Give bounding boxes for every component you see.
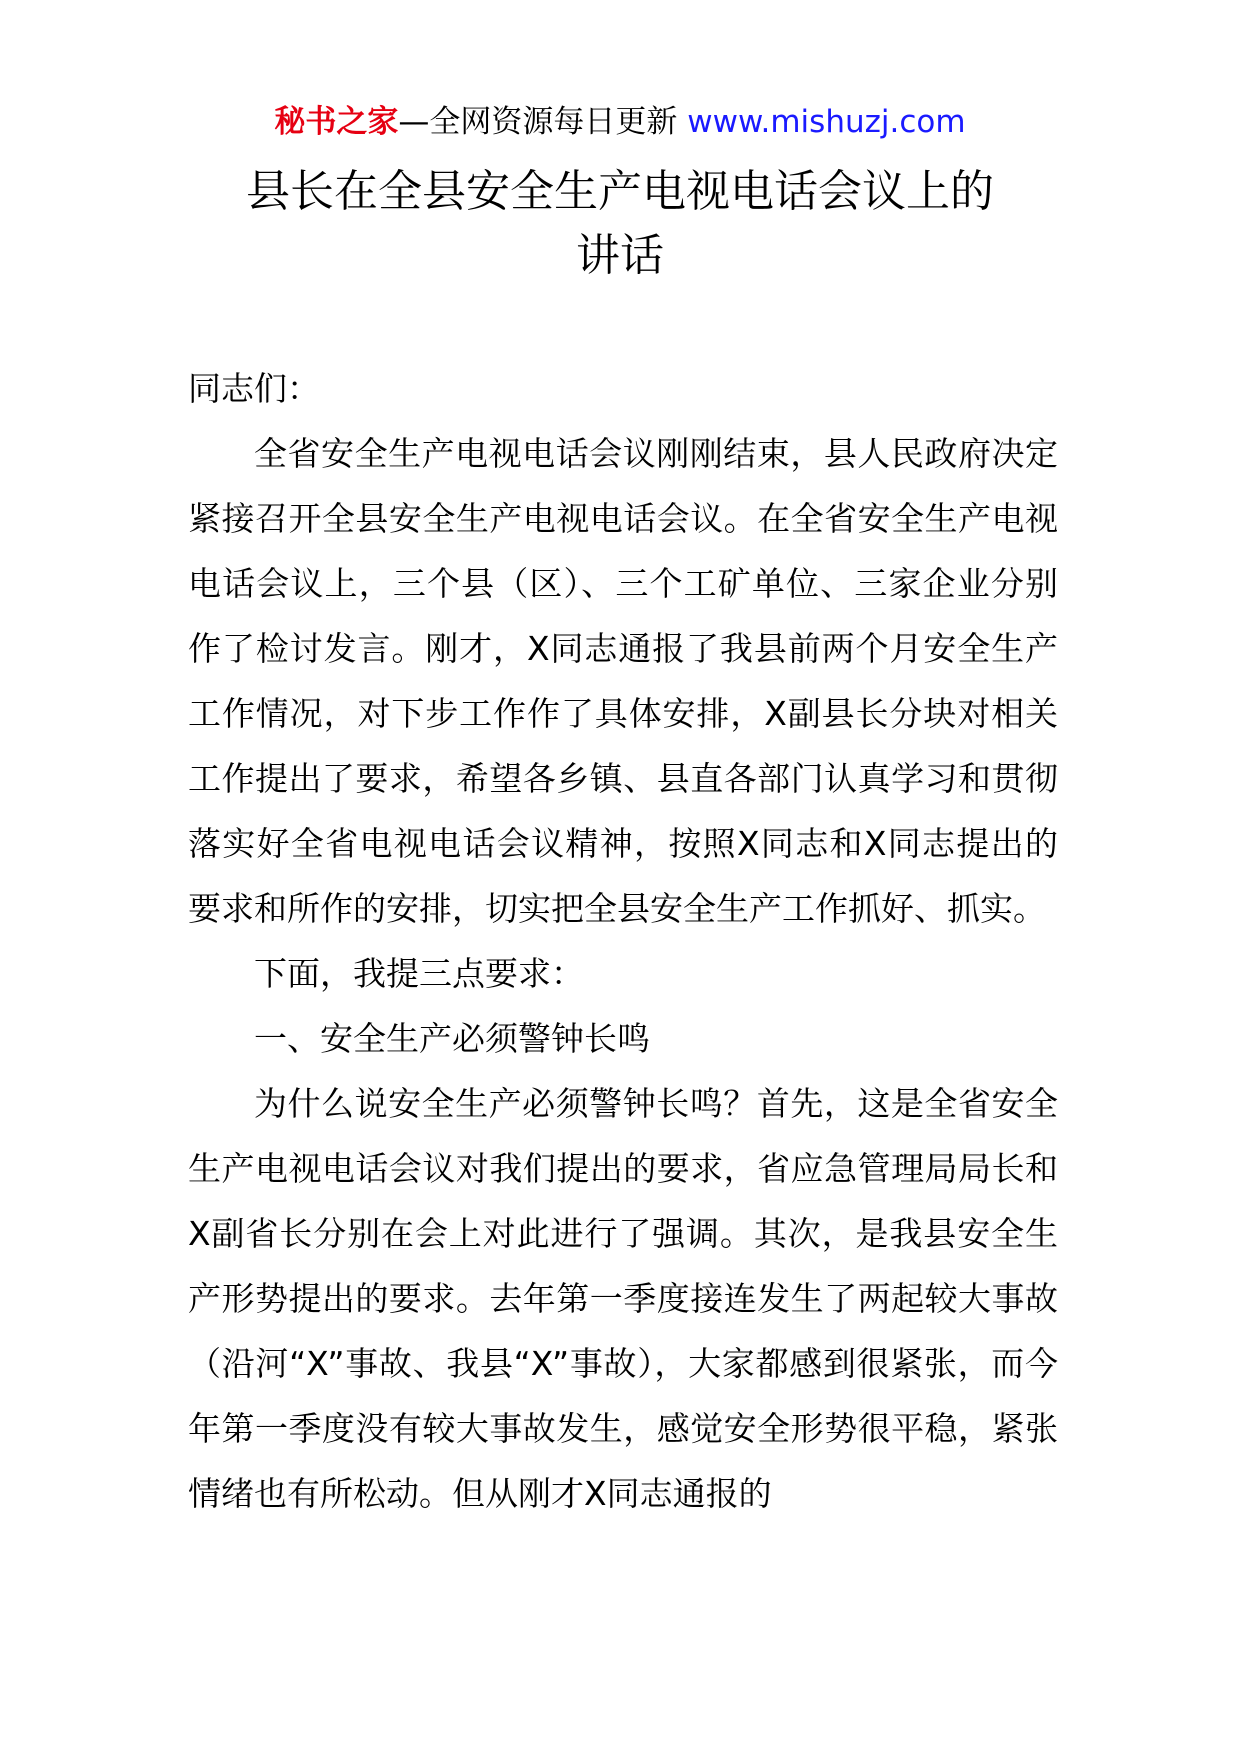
site-brand: 秘书之家: [274, 104, 399, 140]
paragraph-1: 全省安全生产电视电话会议刚刚结束，县人民政府决定紧接召开全县安全生产电视电话会议。在全省安全生产电视电话会议上，三个县（区）、三个工矿单位、三家企业分别作了检讨发言。刚才，X同志通报了我县前两个月安全生产工作情况，对下步工作作了具体安排，X副县长分块对相关工作提出了要求，希望各乡镇、县直各部门认真学习和贯彻落实好全省电视电话会议精神，按照X同志和X同志提出的要求和所作的安排，切实把全县安全生产工作抓好、抓实。: [188, 434, 1058, 928]
document-title: [0, 160, 1240, 288]
paragraph-3: 为什么说安全生产必须警钟长鸣？首先，这是全省安全生产电视电话会议对我们提出的要求，省应急管理局局长和X副省长分别在会上对此进行了强调。其次，是我县安全生产形势提出的要求。去年第一季度接连发生了两起较大事故（沿河“X”事故、我县“X”事故），大家都感到很紧张，而今年第一季度没有较大事故发生，感觉安全形势很平稳，紧张情绪也有所松动。但从刚才X同志通报的: [188, 1084, 1058, 1513]
paragraph-2: 下面，我提三点要求：: [254, 954, 584, 993]
site-url-link[interactable]: www.mishuzj.com: [687, 104, 966, 140]
title-line-1: 县长在全县安全生产电视电话会议上的: [246, 166, 994, 217]
document-body: [188, 356, 1058, 1526]
title-line-2: 讲话: [576, 230, 664, 281]
site-slogan: —全网资源每日更新: [398, 104, 688, 140]
salutation: 同志们：: [188, 369, 320, 408]
section-heading-1: 一、安全生产必须警钟长鸣: [254, 1019, 650, 1058]
site-header: [0, 100, 1240, 144]
